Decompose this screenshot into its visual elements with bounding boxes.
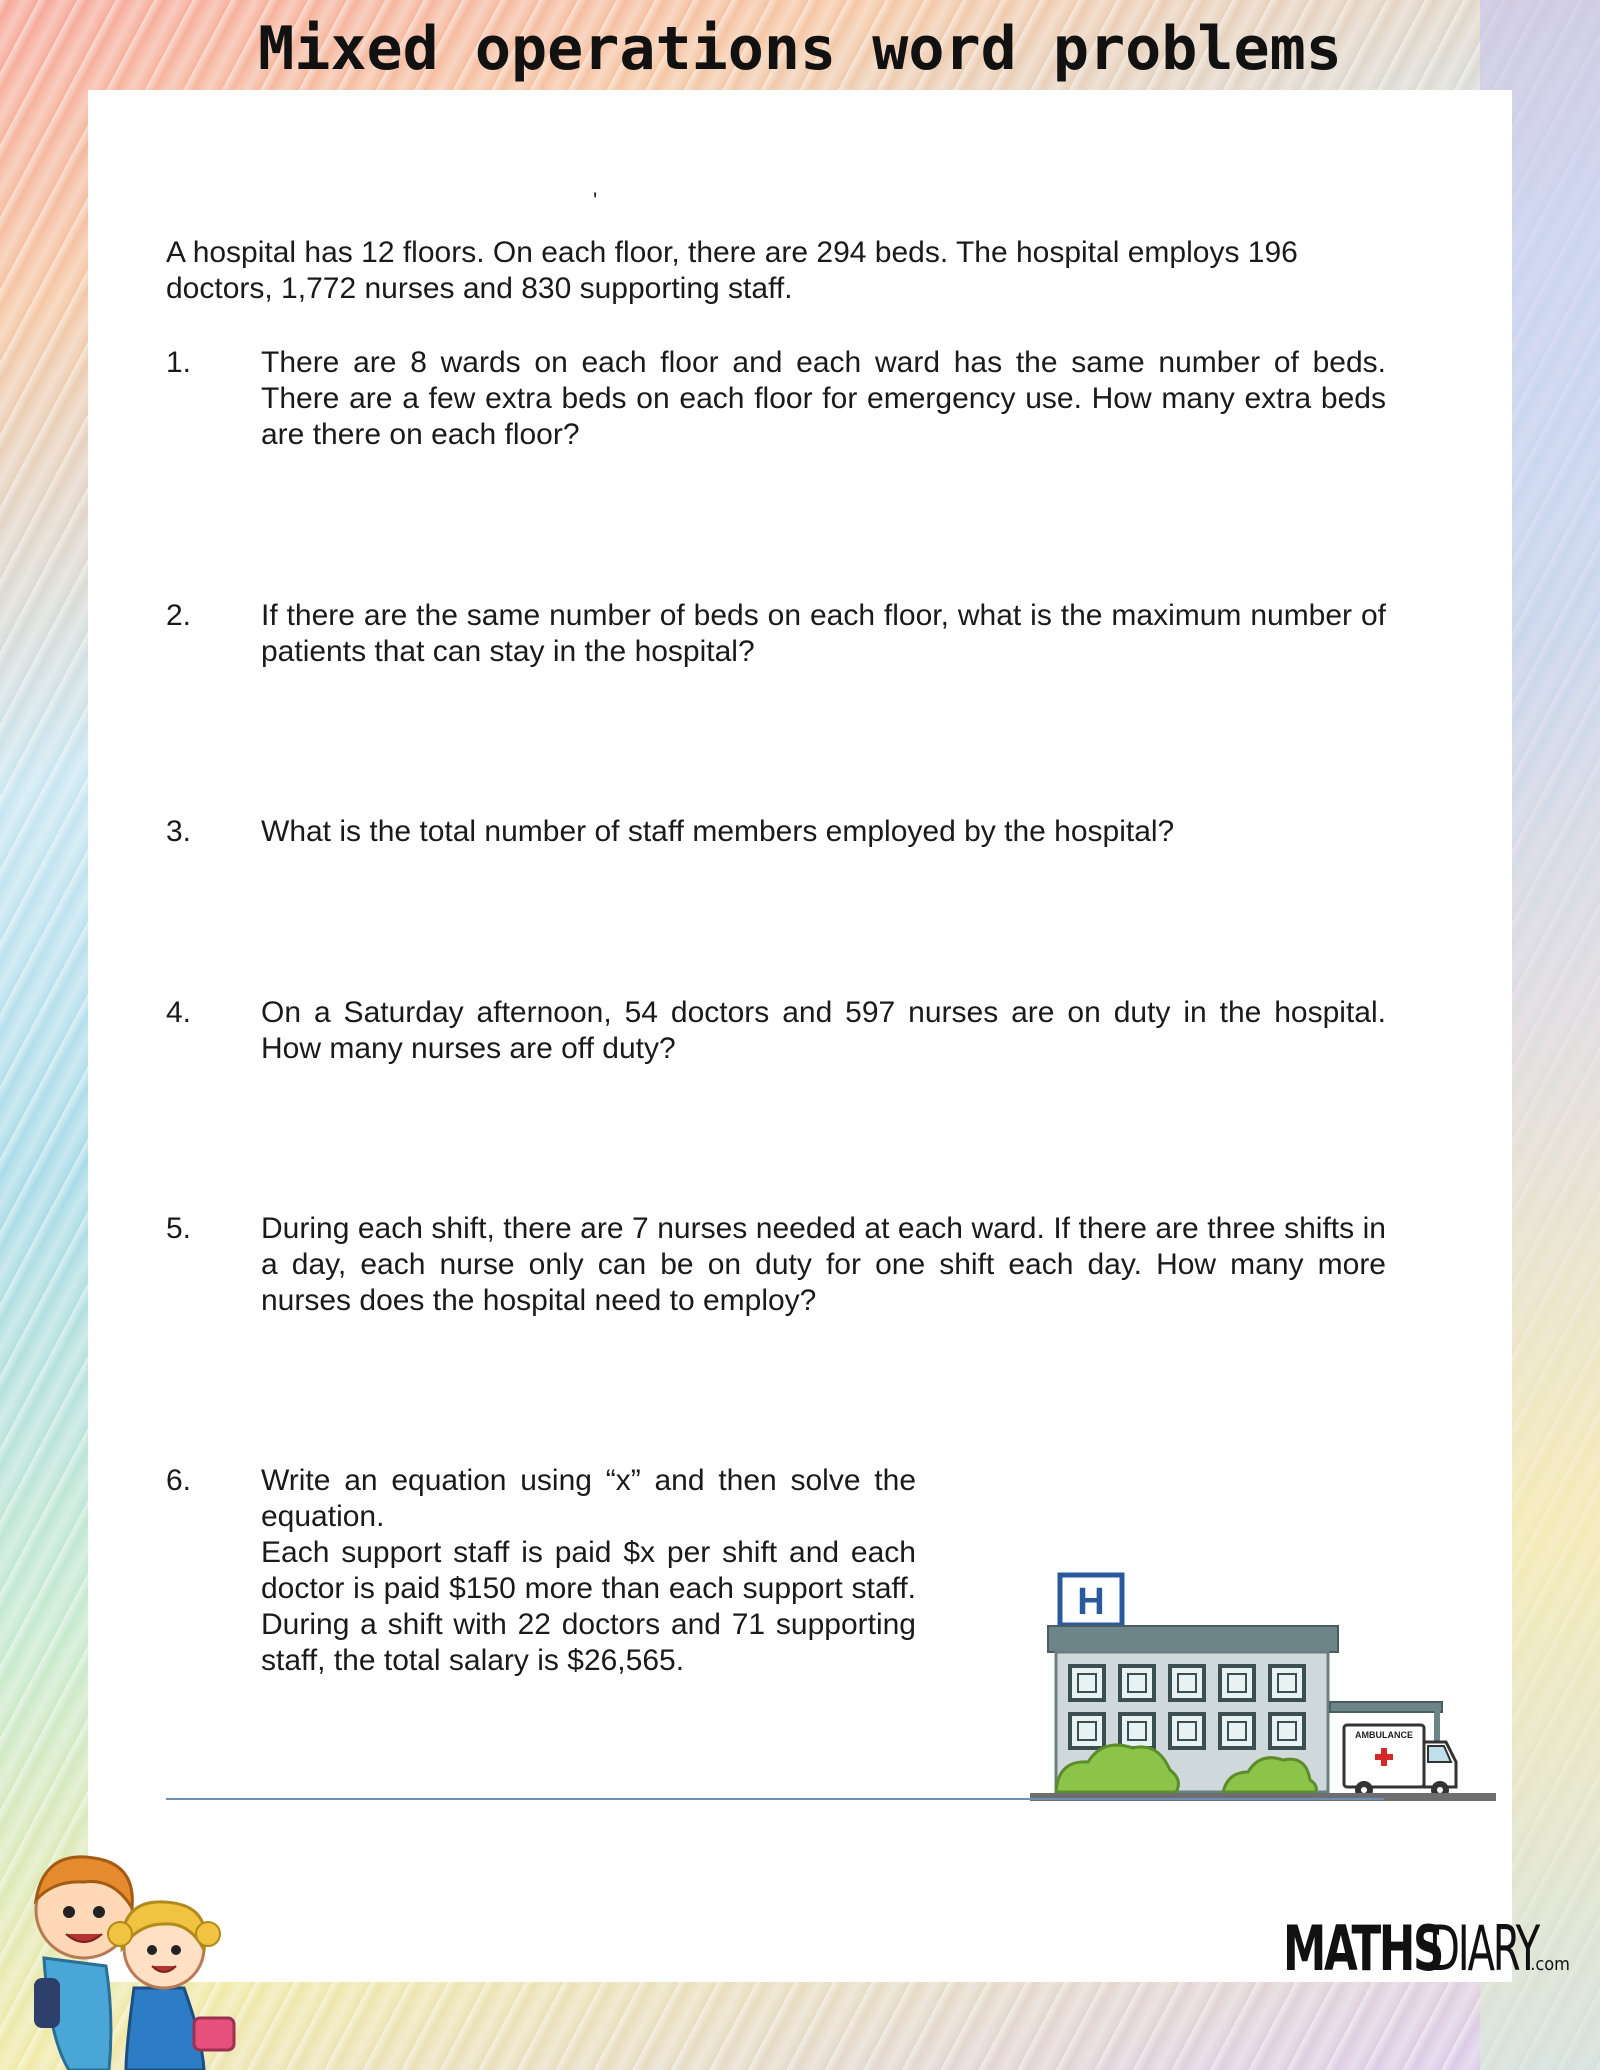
question-number: 1. (166, 346, 192, 379)
question-text: On a Saturday afternoon, 54 doctors and 597 nurses are on duty in the hospital. How many nurses are off duty? (261, 996, 1386, 1065)
bottom-divider (166, 1798, 1384, 1800)
kids-mascot-illustration (14, 1838, 244, 2070)
hospital-illustration (938, 1480, 1498, 1820)
question-number: 6. (166, 1464, 192, 1497)
logo-diary: DIARY (1428, 1912, 1538, 1985)
question-number: 3. (166, 815, 192, 848)
worksheet-sheet (88, 90, 1512, 1982)
question-4 (166, 995, 1386, 1067)
stray-tick-mark: ' (593, 188, 598, 213)
question-text: What is the total number of staff members employed by the hospital? (261, 815, 1175, 848)
page-title: Mixed operations word problems (258, 14, 1342, 84)
question-2 (166, 598, 1386, 670)
question-number: 2. (166, 599, 192, 632)
intro-paragraph: A hospital has 12 floors. On each floor, there are 294 beds. The hospital employs 196 doctors, 1,772 nurses and 830 supporting staff. (166, 236, 1298, 305)
question-1 (166, 345, 1386, 455)
question-text: During each shift, there are 7 nurses needed at each ward. If there are three shifts in a day, each nurse only can be on duty for one shift each day. How many more nurses does the hospital need to employ? (261, 1212, 1386, 1317)
question-text: There are 8 wards on each floor and each ward has the same number of beds. There are a few extra beds on each floor for emergency use. How many extra beds are there on each floor? (261, 346, 1386, 451)
mathsdiary-logo (1283, 1912, 1570, 1985)
question-6-problem: Each support staff is paid $x per shift and each doctor is paid $150 more than each support staff. During a shift with 22 doctors and 71 supporting staff, the total salary is $26,565. (261, 1536, 916, 1677)
question-3 (166, 814, 1356, 850)
question-6-instruction: Write an equation using “x” and then solve the equation. (261, 1464, 916, 1533)
question-number: 5. (166, 1212, 192, 1245)
ambulance-label: AMBULANCE (1355, 1730, 1413, 1740)
question-number: 4. (166, 996, 192, 1029)
question-5 (166, 1211, 1386, 1321)
question-text (261, 1463, 916, 1679)
hospital-sign-letter: H (1077, 1581, 1105, 1623)
logo-maths: MATHS (1283, 1912, 1442, 1985)
logo-suffix: .com (1530, 1954, 1570, 1975)
question-text: If there are the same number of beds on each floor, what is the maximum number of patients that can stay in the hospital? (261, 599, 1386, 668)
